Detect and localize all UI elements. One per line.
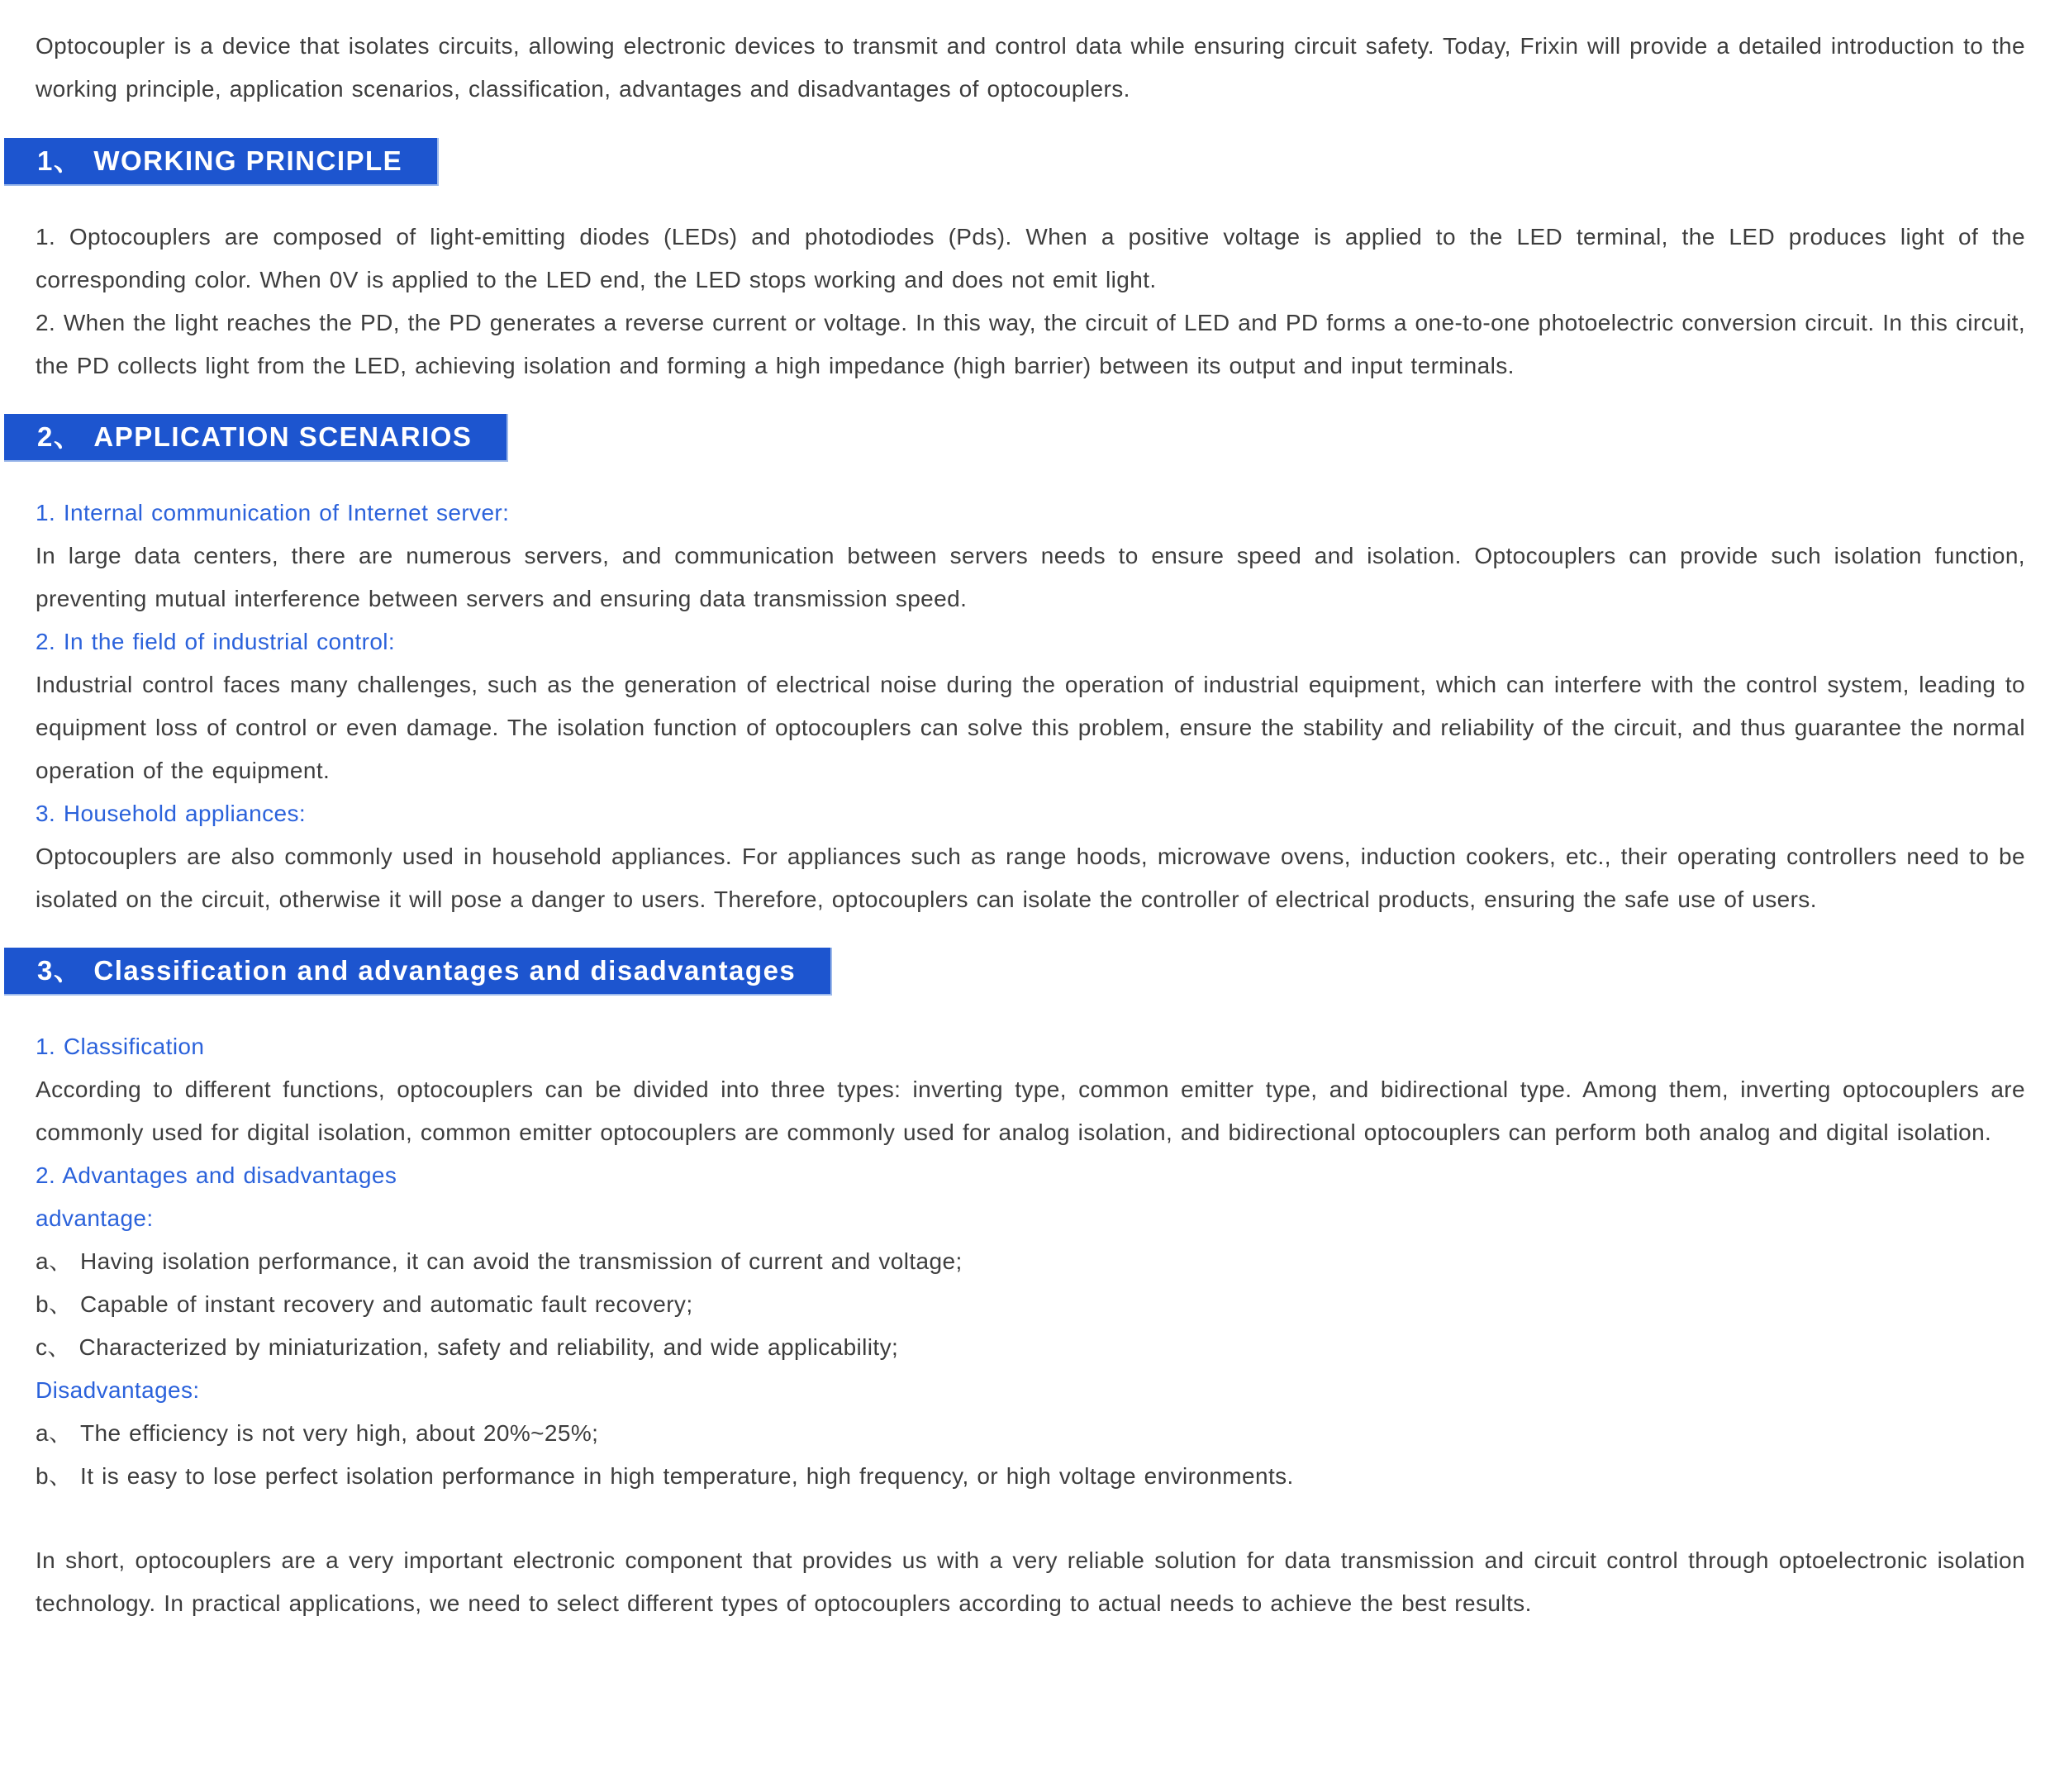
section-1-header-bar bbox=[4, 138, 439, 186]
section-2-header-bar bbox=[4, 414, 508, 462]
section-2-number: 2、 bbox=[37, 421, 83, 452]
list-item: b、 It is easy to lose perfect isolation performance in high temperature, high frequency, or high voltage environments. bbox=[36, 1463, 1294, 1489]
subheading: 1. Internal communication of Internet server: bbox=[36, 500, 510, 525]
paragraph: According to different functions, optocouplers can be divided into three types: inverting type, common emitter type, and bidirectional type. Among them, inverting optocouplers are commonly used for digital isolation, common emitter optocouplers are commonly used for analog isolation, and bidirectional optocouplers can perform both analog and digital isolation. bbox=[36, 1077, 2025, 1145]
paragraph: Optocouplers are also commonly used in household appliances. For appliances such as range hoods, microwave ovens, induction cookers, etc., their operating controllers need to be isolated on the circuit, otherwise it will pose a danger to users. Therefore, optocouplers can isolate the controller of electrical products, ensuring the safe use of users. bbox=[36, 844, 2025, 912]
subheading: advantage: bbox=[36, 1205, 154, 1231]
section-1-header bbox=[4, 138, 2025, 186]
section-2-header bbox=[4, 414, 2025, 462]
list-item: a、 Having isolation performance, it can avoid the transmission of current and voltage; bbox=[36, 1248, 963, 1274]
paragraph: In large data centers, there are numerous servers, and communication between servers needs to ensure speed and isolation. Optocouplers can provide such isolation function, preventing mutual interference between servers and ensuring data transmission speed. bbox=[36, 543, 2025, 611]
section-3-header-bar bbox=[4, 948, 832, 996]
section-1-number: 1、 bbox=[37, 145, 83, 176]
paragraph: Industrial control faces many challenges, such as the generation of electrical noise during the operation of industrial equipment, which can interfere with the control system, leading to equipment loss of control or even damage. The isolation function of optocouplers can solve this problem, ensure the stability and reliability of the circuit, and thus guarantee the normal operation of the equipment. bbox=[36, 672, 2025, 783]
section-3-title: Classification and advantages and disadvantages bbox=[93, 955, 797, 986]
outro-paragraph: In short, optocouplers are a very important electronic component that provides us with a very reliable solution for data transmission and circuit control through optoelectronic isolation technology. In practical applications, we need to select different types of optocouplers according to actual needs to achieve the best results. bbox=[36, 1547, 2025, 1616]
subheading: Disadvantages: bbox=[36, 1377, 200, 1403]
list-item: c、 Characterized by miniaturization, safety and reliability, and wide applicability; bbox=[36, 1334, 899, 1360]
list-item: a、 The efficiency is not very high, about 20%~25%; bbox=[36, 1420, 599, 1446]
subheading: 2. Advantages and disadvantages bbox=[36, 1162, 397, 1188]
section-3-number: 3、 bbox=[37, 955, 83, 986]
section-2-title: APPLICATION SCENARIOS bbox=[93, 421, 473, 452]
subheading: 1. Classification bbox=[36, 1034, 205, 1059]
subheading: 3. Household appliances: bbox=[36, 801, 307, 826]
paragraph: 2. When the light reaches the PD, the PD generates a reverse current or voltage. In this way, the circuit of LED and PD forms a one-to-one photoelectric conversion circuit. In this circuit, the PD collects light from the LED, achieving isolation and forming a high impedance (high barrier) between its output and input terminals. bbox=[36, 310, 2025, 378]
paragraph: 1. Optocouplers are composed of light-emitting diodes (LEDs) and photodiodes (Pds). When a positive voltage is applied to the LED terminal, the LED produces light of the corresponding color. When 0V is applied to the LED end, the LED stops working and does not emit light. bbox=[36, 224, 2025, 292]
section-3-header bbox=[4, 948, 2025, 996]
subheading: 2. In the field of industrial control: bbox=[36, 629, 396, 654]
intro-paragraph: Optocoupler is a device that isolates circuits, allowing electronic devices to transmit and control data while ensuring circuit safety. Today, Frixin will provide a detailed introduction to the working principle, application scenarios, classification, advantages and disadvantages of optocouplers. bbox=[36, 33, 2025, 102]
list-item: b、 Capable of instant recovery and automatic fault recovery; bbox=[36, 1291, 693, 1317]
section-1-title: WORKING PRINCIPLE bbox=[93, 145, 403, 176]
